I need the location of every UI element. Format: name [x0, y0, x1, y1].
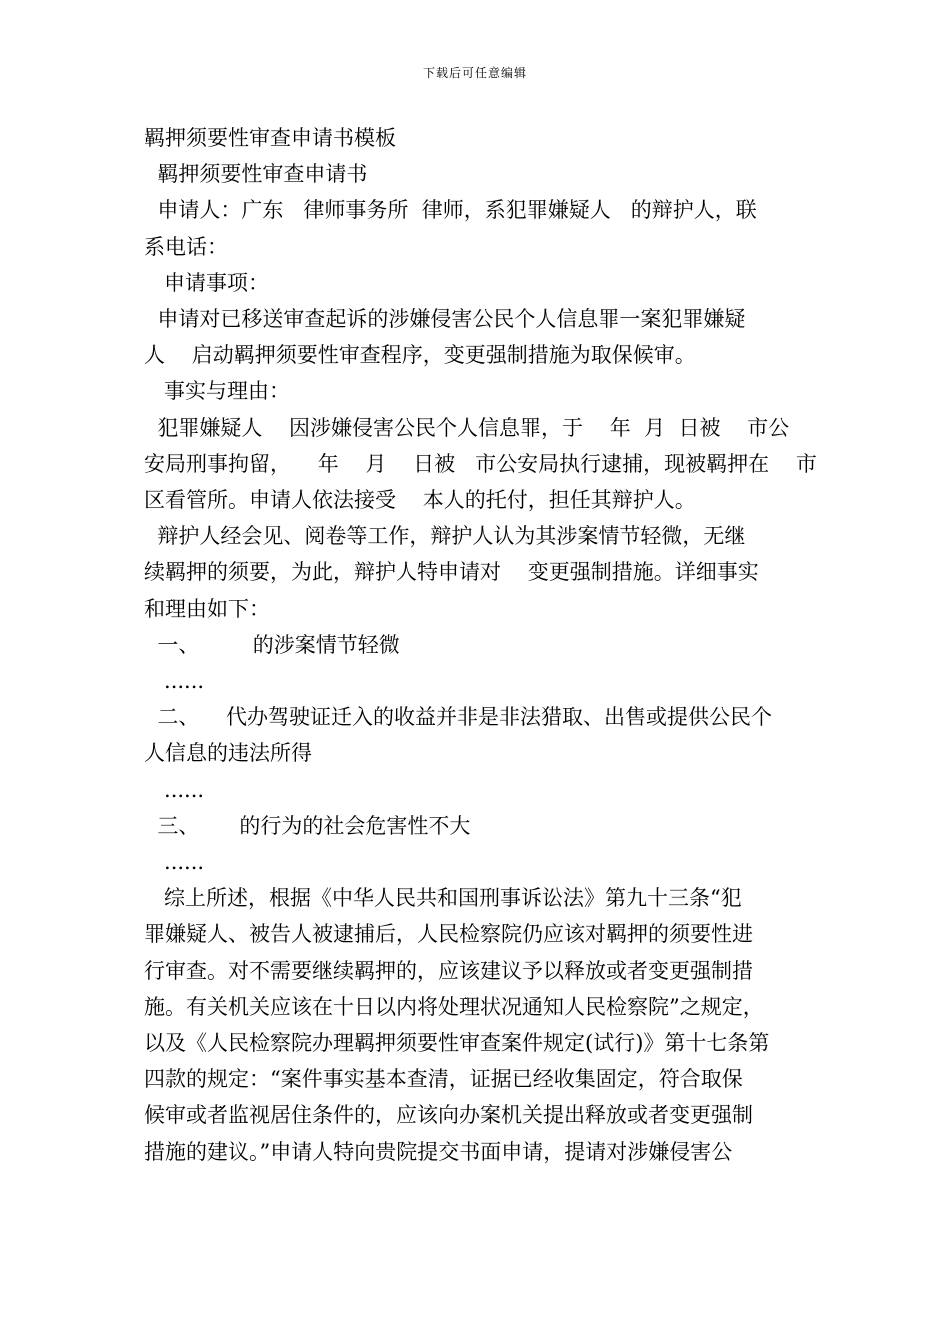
text-line: 以及《人民检察院办理羁押须要性审查案件规定(试行)》第十七条第 [144, 1031, 770, 1056]
text-line: 罪嫌疑人、被告人被逮捕后，人民检察院仍应该对羁押的须要性进 [144, 922, 753, 947]
text-line: 四款的规定：“案件事实基本查清，证据已经收集固定，符合取保 [144, 1067, 743, 1092]
text-line: 续羁押的须要，为此，辩护人特申请对 变更强制措施。详细事实 [144, 560, 759, 585]
document-body [144, 120, 817, 1170]
section-heading: 羁押须要性审查申请书 [144, 162, 368, 187]
section-heading: 事实与理由： [144, 379, 291, 404]
text-line: 施。有关机关应该在十日以内将处理状况通知人民检察院”之规定， [144, 994, 764, 1019]
text-line: 人信息的违法所得 [144, 741, 312, 766]
ellipsis: ...... [144, 669, 205, 694]
document-title: 羁押须要性审查申请书模板 [144, 126, 396, 150]
text-line: 申请人：广东 律师事务所 律师，系犯罪嫌疑人 的辩护人，联 [144, 198, 757, 223]
section-heading: 申请事项： [144, 270, 270, 295]
text-line: 辩护人经会见、阅卷等工作，辩护人认为其涉案情节轻微，无继 [144, 524, 746, 549]
text-line: 综上所述，根据《中华人民共和国刑事诉讼法》第九十三条“犯 [144, 886, 742, 911]
ellipsis: ...... [144, 850, 205, 875]
list-item: 二、 代办驾驶证迁入的收益并非是非法猎取、出售或提供公民个 [144, 705, 773, 730]
text-line: 安局刑事拘留， 年 月 日被 市公安局执行逮捕，现被羁押在 市 [144, 451, 817, 476]
text-line: 犯罪嫌疑人 因涉嫌侵害公民个人信息罪，于 年 月 日被 市公 [144, 415, 790, 440]
text-line: 区看管所。申请人依法接受 本人的托付，担任其辩护人。 [144, 488, 696, 513]
text-line: 人 启动羁押须要性审查程序，变更强制措施为取保候审。 [144, 343, 696, 368]
ellipsis: ...... [144, 777, 205, 802]
text-line: 候审或者监视居住条件的，应该向办案机关提出释放或者变更强制 [144, 1103, 753, 1128]
page-header: 下载后可任意编辑 [422, 66, 527, 80]
text-line: 行审查。对不需要继续羁押的，应该建议予以释放或者变更强制措 [144, 958, 753, 983]
text-line: 和理由如下： [144, 596, 270, 621]
text-line: 系电话： [144, 234, 228, 259]
text-line: 措施的建议。”申请人特向贵院提交书面申请，提请对涉嫌侵害公 [144, 1139, 733, 1164]
list-item: 一、 的涉案情节轻微 [144, 632, 400, 657]
text-line: 申请对已移送审查起诉的涉嫌侵害公民个人信息罪一案犯罪嫌疑 [144, 307, 746, 332]
list-item: 三、 的行为的社会危害性不大 [144, 813, 471, 838]
